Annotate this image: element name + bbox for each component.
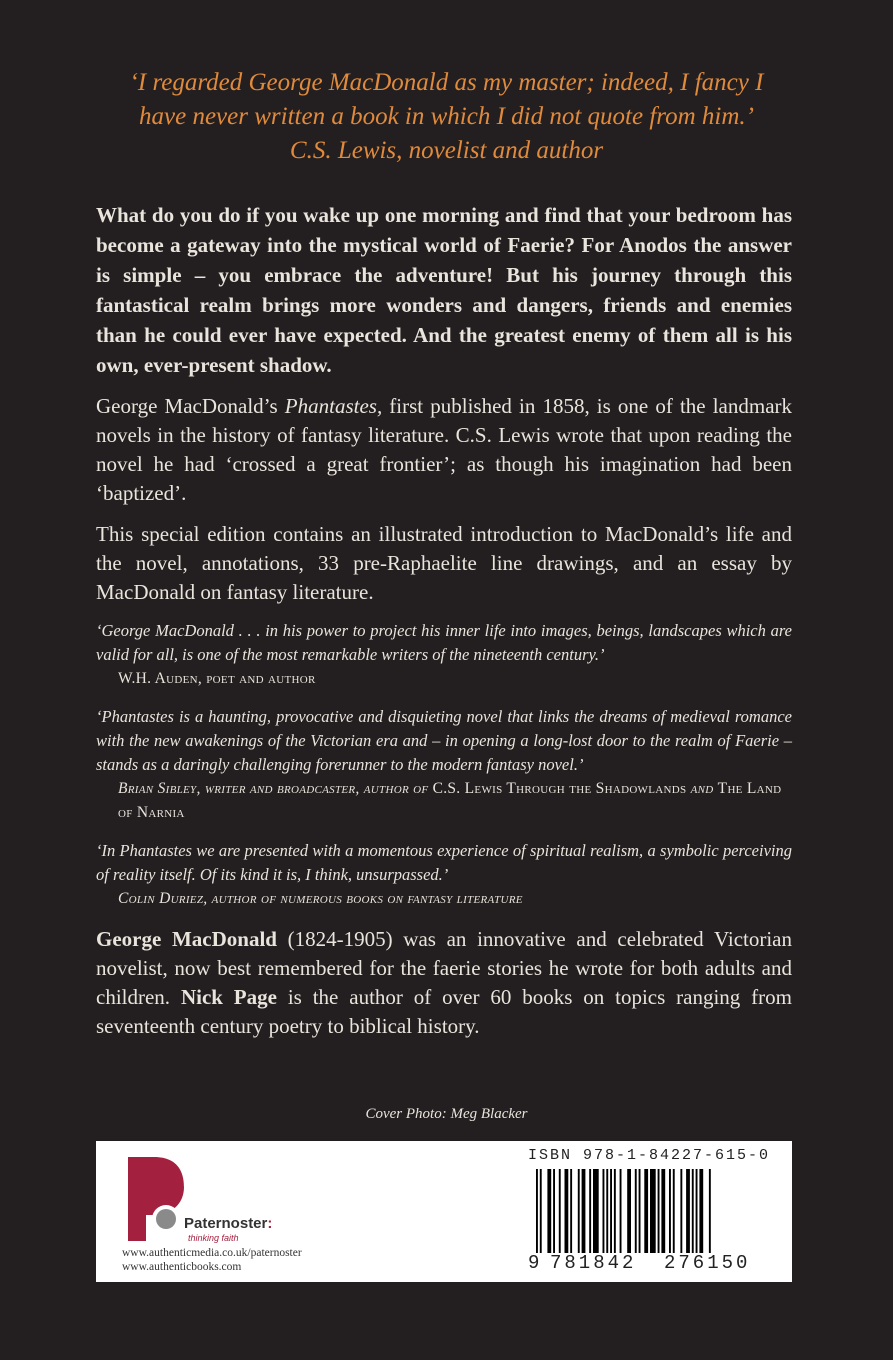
bio-name-1: George MacDonald — [96, 927, 277, 951]
bio-name-2: Nick Page — [180, 985, 277, 1009]
barcode-bar — [635, 1169, 637, 1253]
para1-post: first published in 1858, is one of the landmark novels in the history of fantasy literature. C.S. Lewis wrote that upon reading the novel he had ‘crossed a great frontier’; as though his imagination had been ‘baptized’. — [96, 394, 793, 505]
epigraph-attribution: C.S. Lewis, novelist and author — [289, 137, 604, 164]
para1-title: Phantastes, — [284, 394, 383, 418]
barcode-bar — [669, 1169, 671, 1253]
publisher-url-2: www.authenticbooks.com — [122, 1261, 242, 1273]
barcode-bar — [578, 1169, 580, 1253]
ean-first-digit: 9 — [528, 1252, 540, 1274]
sibley-attr-c: and — [686, 780, 718, 797]
sibley-attr-a: Brian Sibley, writer and broadcaster, author of — [118, 780, 433, 797]
back-cover-text — [96, 200, 792, 1041]
sibley-attr-b: C.S. Lewis Through the Shadowlands — [432, 780, 687, 797]
barcode-bar — [692, 1169, 694, 1253]
barcode-bar — [603, 1169, 605, 1253]
quote-auden: ‘George MacDonald . . . in his power to project his inner life into images, beings, landscapes which are valid for all, is one of the most remarkable writers of the nineteenth century.’ — [96, 621, 792, 664]
barcode-bar — [559, 1169, 561, 1253]
barcode-bar — [680, 1169, 682, 1253]
quote-sibley-attribution — [118, 777, 792, 825]
quote-duriez: ‘In Phantastes we are presented with a momentous experience of spiritual realism, a symbolic perceiving of reality itself. Of its kind it is, I think, unsurpassed.’ — [96, 841, 792, 884]
sibley-attr-d: The Land of Narnia — [118, 780, 782, 821]
barcode-bar — [644, 1169, 648, 1253]
duriez-attr: Colin Duriez, author of numerous books on fantasy literature — [118, 890, 523, 907]
barcode-bar — [627, 1169, 631, 1253]
ean-right-group: 276150 — [664, 1252, 751, 1274]
barcode-bar — [673, 1169, 675, 1253]
barcode-bar — [709, 1169, 711, 1253]
barcode-bar — [582, 1169, 586, 1253]
barcode-bar — [570, 1169, 572, 1253]
barcode-bar — [606, 1169, 608, 1253]
barcode-bar — [614, 1169, 616, 1253]
description-paragraph-1 — [96, 392, 792, 508]
barcode-bar — [650, 1169, 656, 1253]
barcode-bar — [565, 1169, 569, 1253]
barcode-bar — [589, 1169, 591, 1253]
publisher-barcode-panel — [96, 1141, 792, 1282]
barcode-bar — [686, 1169, 690, 1253]
description-paragraph-2: This special edition contains an illustrated introduction to MacDonald’s life and the novel, annotations, 33 pre-Raphaelite line drawings, and an essay by MacDonald on fantasy literature. — [96, 522, 792, 604]
barcode-bar — [553, 1169, 555, 1253]
publisher-tagline: thinking faith — [188, 1233, 239, 1243]
barcode-bar — [620, 1169, 622, 1253]
quote-sibley: ‘Phantastes is a haunting, provocative and disquieting novel that links the dreams of medieval romance with the new awakenings of the Victorian era and – in opening a long-lost door to the realm of Faerie – stands as a daringly challenging forerunner to the modern fantasy novel.’ — [96, 707, 792, 774]
barcode-bar — [547, 1169, 551, 1253]
publisher-colon: : — [267, 1215, 273, 1232]
epigraph-line-1: ‘I regarded George MacDonald as my master; indeed, I fancy I — [129, 69, 764, 96]
quote-duriez-attribution — [118, 887, 792, 911]
barcode-bar — [639, 1169, 641, 1253]
publisher-name-text: Paternoster — [184, 1215, 268, 1232]
barcode-icon — [536, 1169, 770, 1253]
publisher-url-1: www.authenticmedia.co.uk/paternoster — [122, 1247, 302, 1259]
epigraph-line-2: have never written a book in which I did not quote from him.’ — [139, 103, 754, 130]
barcode-bar — [658, 1169, 660, 1253]
quote-auden-attribution: W.H. Auden, poet and author — [118, 670, 316, 687]
blurb-paragraph: What do you do if you wake up one morning and find that your bedroom has become a gateway into the mystical world of Faerie? For Anodos the answer is simple – you embrace the adventure! But his journey through this fantastical realm brings more wonders and dangers, friends and enemies than he could ever have expected. And the greatest enemy of them all is his own, ever-present shadow. — [96, 203, 792, 377]
para1-pre: George MacDonald’s — [96, 394, 285, 418]
barcode-bar — [696, 1169, 698, 1253]
publisher-name — [184, 1215, 272, 1232]
author-bio — [96, 925, 792, 1041]
cover-photo-credit: Cover Photo: Meg Blacker — [365, 1106, 528, 1122]
barcode-bar — [536, 1169, 538, 1253]
barcode-bar — [610, 1169, 612, 1253]
barcode-bar — [540, 1169, 542, 1253]
ean-left-group: 781842 — [550, 1252, 637, 1274]
bio-text-1: (1824-1905) was an innovative and celebrated Victorian novelist, now best remembered for the faerie stories he wrote for both adults and children. — [96, 927, 792, 1009]
barcode-bar — [699, 1169, 703, 1253]
epigraph — [60, 66, 833, 168]
barcode-bar — [661, 1169, 665, 1253]
bio-text-2: is the author of over 60 books on topics ranging from seventeenth century poetry to biblical history. — [96, 985, 793, 1038]
isbn-label: ISBN 978-1-84227-615-0 — [527, 1147, 770, 1164]
barcode-bar — [593, 1169, 599, 1253]
